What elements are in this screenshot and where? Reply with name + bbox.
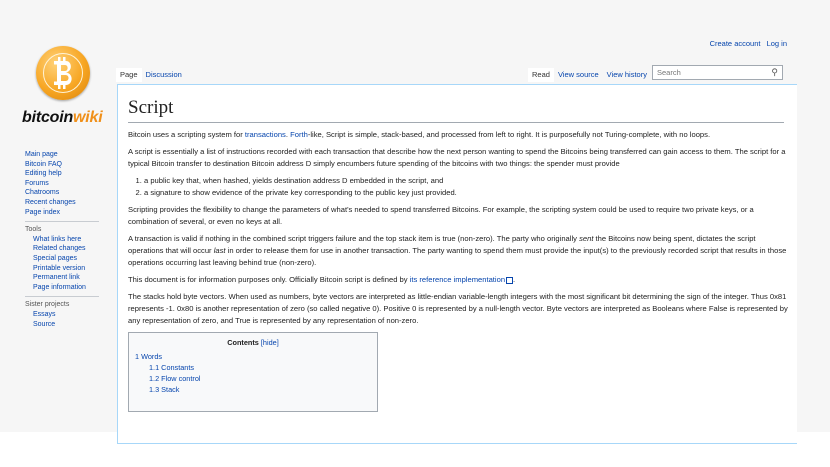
search-input[interactable] xyxy=(652,65,783,80)
sidebar-item-related-changes[interactable]: Related changes xyxy=(33,245,86,253)
reference-implementation-link[interactable]: its reference implementation xyxy=(409,275,506,284)
create-account-link[interactable]: Create account xyxy=(709,39,761,48)
article-paragraph-2: A script is essentially a list of instructions recorded with each transaction that describe how the next person wanting to spend the Bitcoins being transferred can gain access to them. The script for a typical Bitcoin transfer to destination Bitcoin address D simply encumbers future spending of the bitcoins with two things: the spender must provide xyxy=(128,147,786,168)
list-item: 1. a public key that, when hashed, yields destination address D embedded in the script, and xyxy=(144,175,797,187)
sidebar xyxy=(25,150,119,329)
transactions-link[interactable]: transactions xyxy=(244,130,286,139)
search-placeholder: Search xyxy=(657,68,681,77)
tab-discussion[interactable]: Discussion xyxy=(145,70,182,79)
sidebar-item-page-information[interactable]: Page information xyxy=(33,283,86,291)
sidebar-item-chatrooms[interactable]: Chatrooms xyxy=(25,189,60,197)
sidebar-item-what-links-here[interactable]: What links here xyxy=(33,235,82,243)
toc-title: Contents [hide] xyxy=(227,338,279,347)
bitcoin-b-icon xyxy=(51,57,75,89)
sidebar-item-recent-changes[interactable]: Recent changes xyxy=(25,198,76,206)
sidebar-item-printable-version[interactable]: Printable version xyxy=(33,264,86,272)
search-icon[interactable]: ⚲ xyxy=(771,67,778,77)
toc-item-flow-control[interactable]: 1.2 Flow control xyxy=(149,374,201,383)
article-paragraph-5: This document is for information purposes only. Officially Bitcoin script is defined by its reference implementation . xyxy=(128,275,516,284)
article-content xyxy=(117,84,797,444)
tab-view-source[interactable]: View source xyxy=(557,70,599,79)
tab-read[interactable]: Read xyxy=(528,68,554,82)
requirements-list xyxy=(144,175,797,199)
page-title: Script xyxy=(128,97,784,123)
site-wordmark: bitcoinwiki xyxy=(22,109,103,126)
toc-item-constants[interactable]: 1.1 Constants xyxy=(149,363,195,372)
sidebar-item-source[interactable]: Source xyxy=(33,320,56,328)
toc-hide-toggle[interactable]: [hide] xyxy=(260,338,279,347)
personal-tools xyxy=(706,39,787,48)
sidebar-heading-tools: Tools xyxy=(25,221,99,235)
list-item: 2. a signature to show evidence of the private key corresponding to the public key just provided. xyxy=(144,187,797,199)
tab-page[interactable]: Page xyxy=(116,68,142,82)
forth-link[interactable]: Forth xyxy=(290,130,308,139)
article-paragraph-3: Scripting provides the flexibility to change the parameters of what's needed to spend transferred Bitcoins. For example, the scripting system could be used to require two private keys, or a combination of several, or even no keys at all. xyxy=(128,205,754,226)
sidebar-item-special-pages[interactable]: Special pages xyxy=(33,254,77,262)
toc-item-stack[interactable]: 1.3 Stack xyxy=(149,385,180,394)
sidebar-item-bitcoin-faq[interactable]: Bitcoin FAQ xyxy=(25,160,62,168)
sidebar-item-editing-help[interactable]: Editing help xyxy=(25,170,62,178)
tab-view-history[interactable]: View history xyxy=(606,70,647,79)
sidebar-heading-sister-projects: Sister projects xyxy=(25,296,99,310)
sidebar-item-forums[interactable]: Forums xyxy=(25,179,49,187)
namespace-tabs xyxy=(116,68,186,84)
external-link-icon xyxy=(506,277,513,284)
bitcoin-coin-icon xyxy=(36,46,90,100)
sidebar-item-page-index[interactable]: Page index xyxy=(25,208,61,216)
log-in-link[interactable]: Log in xyxy=(766,39,787,48)
view-tabs xyxy=(528,68,651,84)
article-paragraph-6: The stacks hold byte vectors. When used as numbers, byte vectors are interpreted as little-endian variable-length integers with the most significant bit determining the sign of the integer. Thus 0x81 represents -1. 0x80 is another representation of zero (so called negative 0). Positive 0 is represented by a null-length vector. Byte vectors are interpreted as Booleans where False is represented by any representation of zero, and True is represented by any representation of non-zero. xyxy=(128,292,788,325)
table-of-contents xyxy=(128,332,378,412)
article-paragraph-4: A transaction is valid if nothing in the combined script triggers failure and the top stack item is true (non-zero). The party who originally sent the Bitcoins now being spent, dictates the script operations that will occur last in order to release them for use in another transaction. The party wanting to spend them must provide the input(s) to the previously recorded script that results in those operations occurring last leaving behind true (non-zero). xyxy=(128,234,787,267)
toc-item-words[interactable]: 1 Words xyxy=(135,352,163,361)
sidebar-item-permanent-link[interactable]: Permanent link xyxy=(33,274,80,282)
sidebar-item-main-page[interactable]: Main page xyxy=(25,151,58,158)
sidebar-item-essays[interactable]: Essays xyxy=(33,310,56,318)
article-paragraph-intro: Bitcoin uses a scripting system for transactions. Forth-like, Script is simple, stack-based, and processed from left to right. It is purposefully not Turing-complete, with no loops. xyxy=(128,130,711,139)
